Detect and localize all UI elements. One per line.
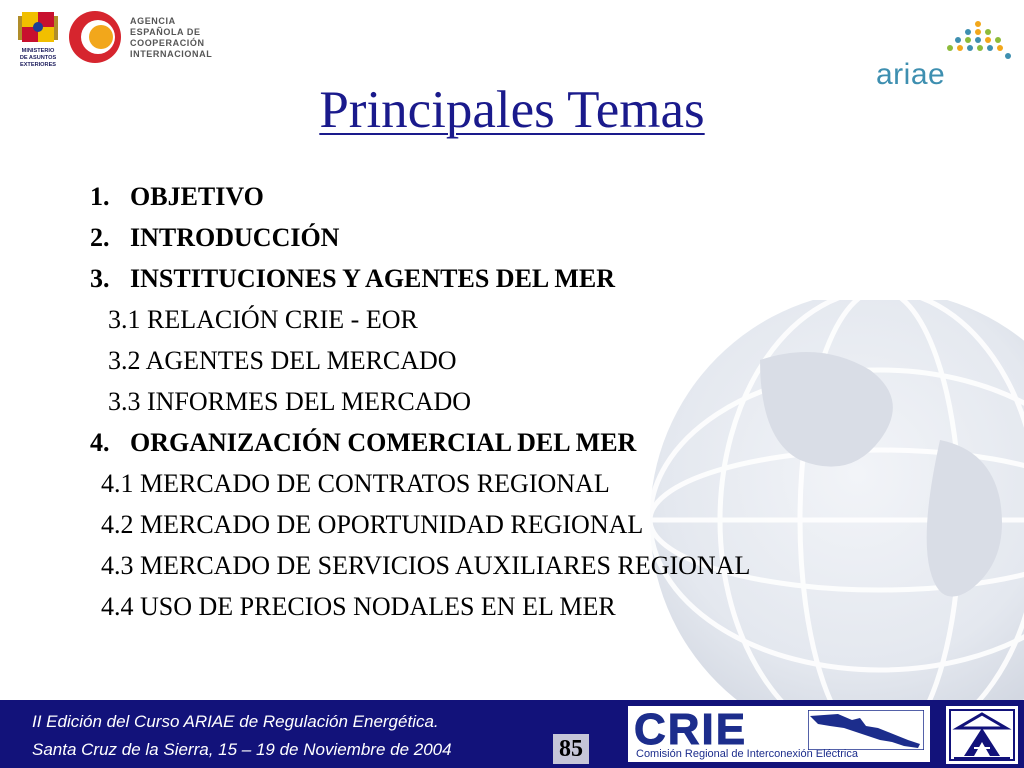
ariae-logo-text: ariae — [876, 58, 946, 91]
topic-number: 3. — [90, 264, 110, 293]
subtopic-item: 4.4 USO DE PRECIOS NODALES EN EL MER — [101, 592, 616, 621]
subtopic-item: 3.2 AGENTES DEL MERCADO — [108, 346, 457, 375]
topic-text: OBJETIVO — [130, 182, 264, 211]
topic-number: 1. — [90, 182, 110, 211]
subtopic-item: 3.3 INFORMES DEL MERCADO — [108, 387, 472, 416]
central-america-map-icon — [808, 710, 924, 750]
topic-text: INTRODUCCIÓN — [130, 223, 340, 252]
topic-item — [90, 264, 615, 294]
topic-number: 4. — [90, 428, 110, 457]
page-number: 85 — [553, 734, 589, 764]
slide-title: Principales Temas — [319, 81, 705, 139]
topic-item — [90, 182, 264, 212]
subtopic-item: 3.1 RELACIÓN CRIE - EOR — [108, 305, 418, 334]
ministerio-line-1: MINISTERIO — [21, 48, 55, 54]
topic-item — [90, 428, 636, 458]
aeci-line-2: ESPAÑOLA DE — [130, 27, 201, 37]
topic-number: 2. — [90, 223, 110, 252]
institution-emblem-icon — [946, 706, 1018, 764]
footer-place-date-line: Santa Cruz de la Sierra, 15 – 19 de Noviembre de 2004 — [32, 740, 452, 759]
ministerio-line-2: DE ASUNTOS — [19, 55, 57, 61]
footer-course-line: II Edición del Curso ARIAE de Regulación Energética. — [32, 712, 439, 731]
subtopic-item: 4.3 MERCADO DE SERVICIOS AUXILIARES REGIONAL — [101, 551, 751, 580]
topic-item — [90, 223, 339, 253]
aeci-line-1: AGENCIA — [130, 16, 176, 26]
ministerio-line-3: EXTERIORES — [19, 62, 57, 68]
topic-text: INSTITUCIONES Y AGENTES DEL MER — [130, 264, 615, 293]
subtopic-item: 4.1 MERCADO DE CONTRATOS REGIONAL — [101, 469, 610, 498]
topic-text: ORGANIZACIÓN COMERCIAL DEL MER — [130, 428, 637, 457]
aeci-line-4: INTERNACIONAL — [130, 49, 213, 59]
aeci-line-3: COOPERACIÓN — [130, 38, 205, 48]
crie-logo — [628, 706, 930, 762]
crie-subtitle: Comisión Regional de Interconexión Eléctrica — [636, 748, 858, 760]
crie-logo-text: CRIE — [634, 705, 748, 754]
subtopic-item: 4.2 MERCADO DE OPORTUNIDAD REGIONAL — [101, 510, 644, 539]
